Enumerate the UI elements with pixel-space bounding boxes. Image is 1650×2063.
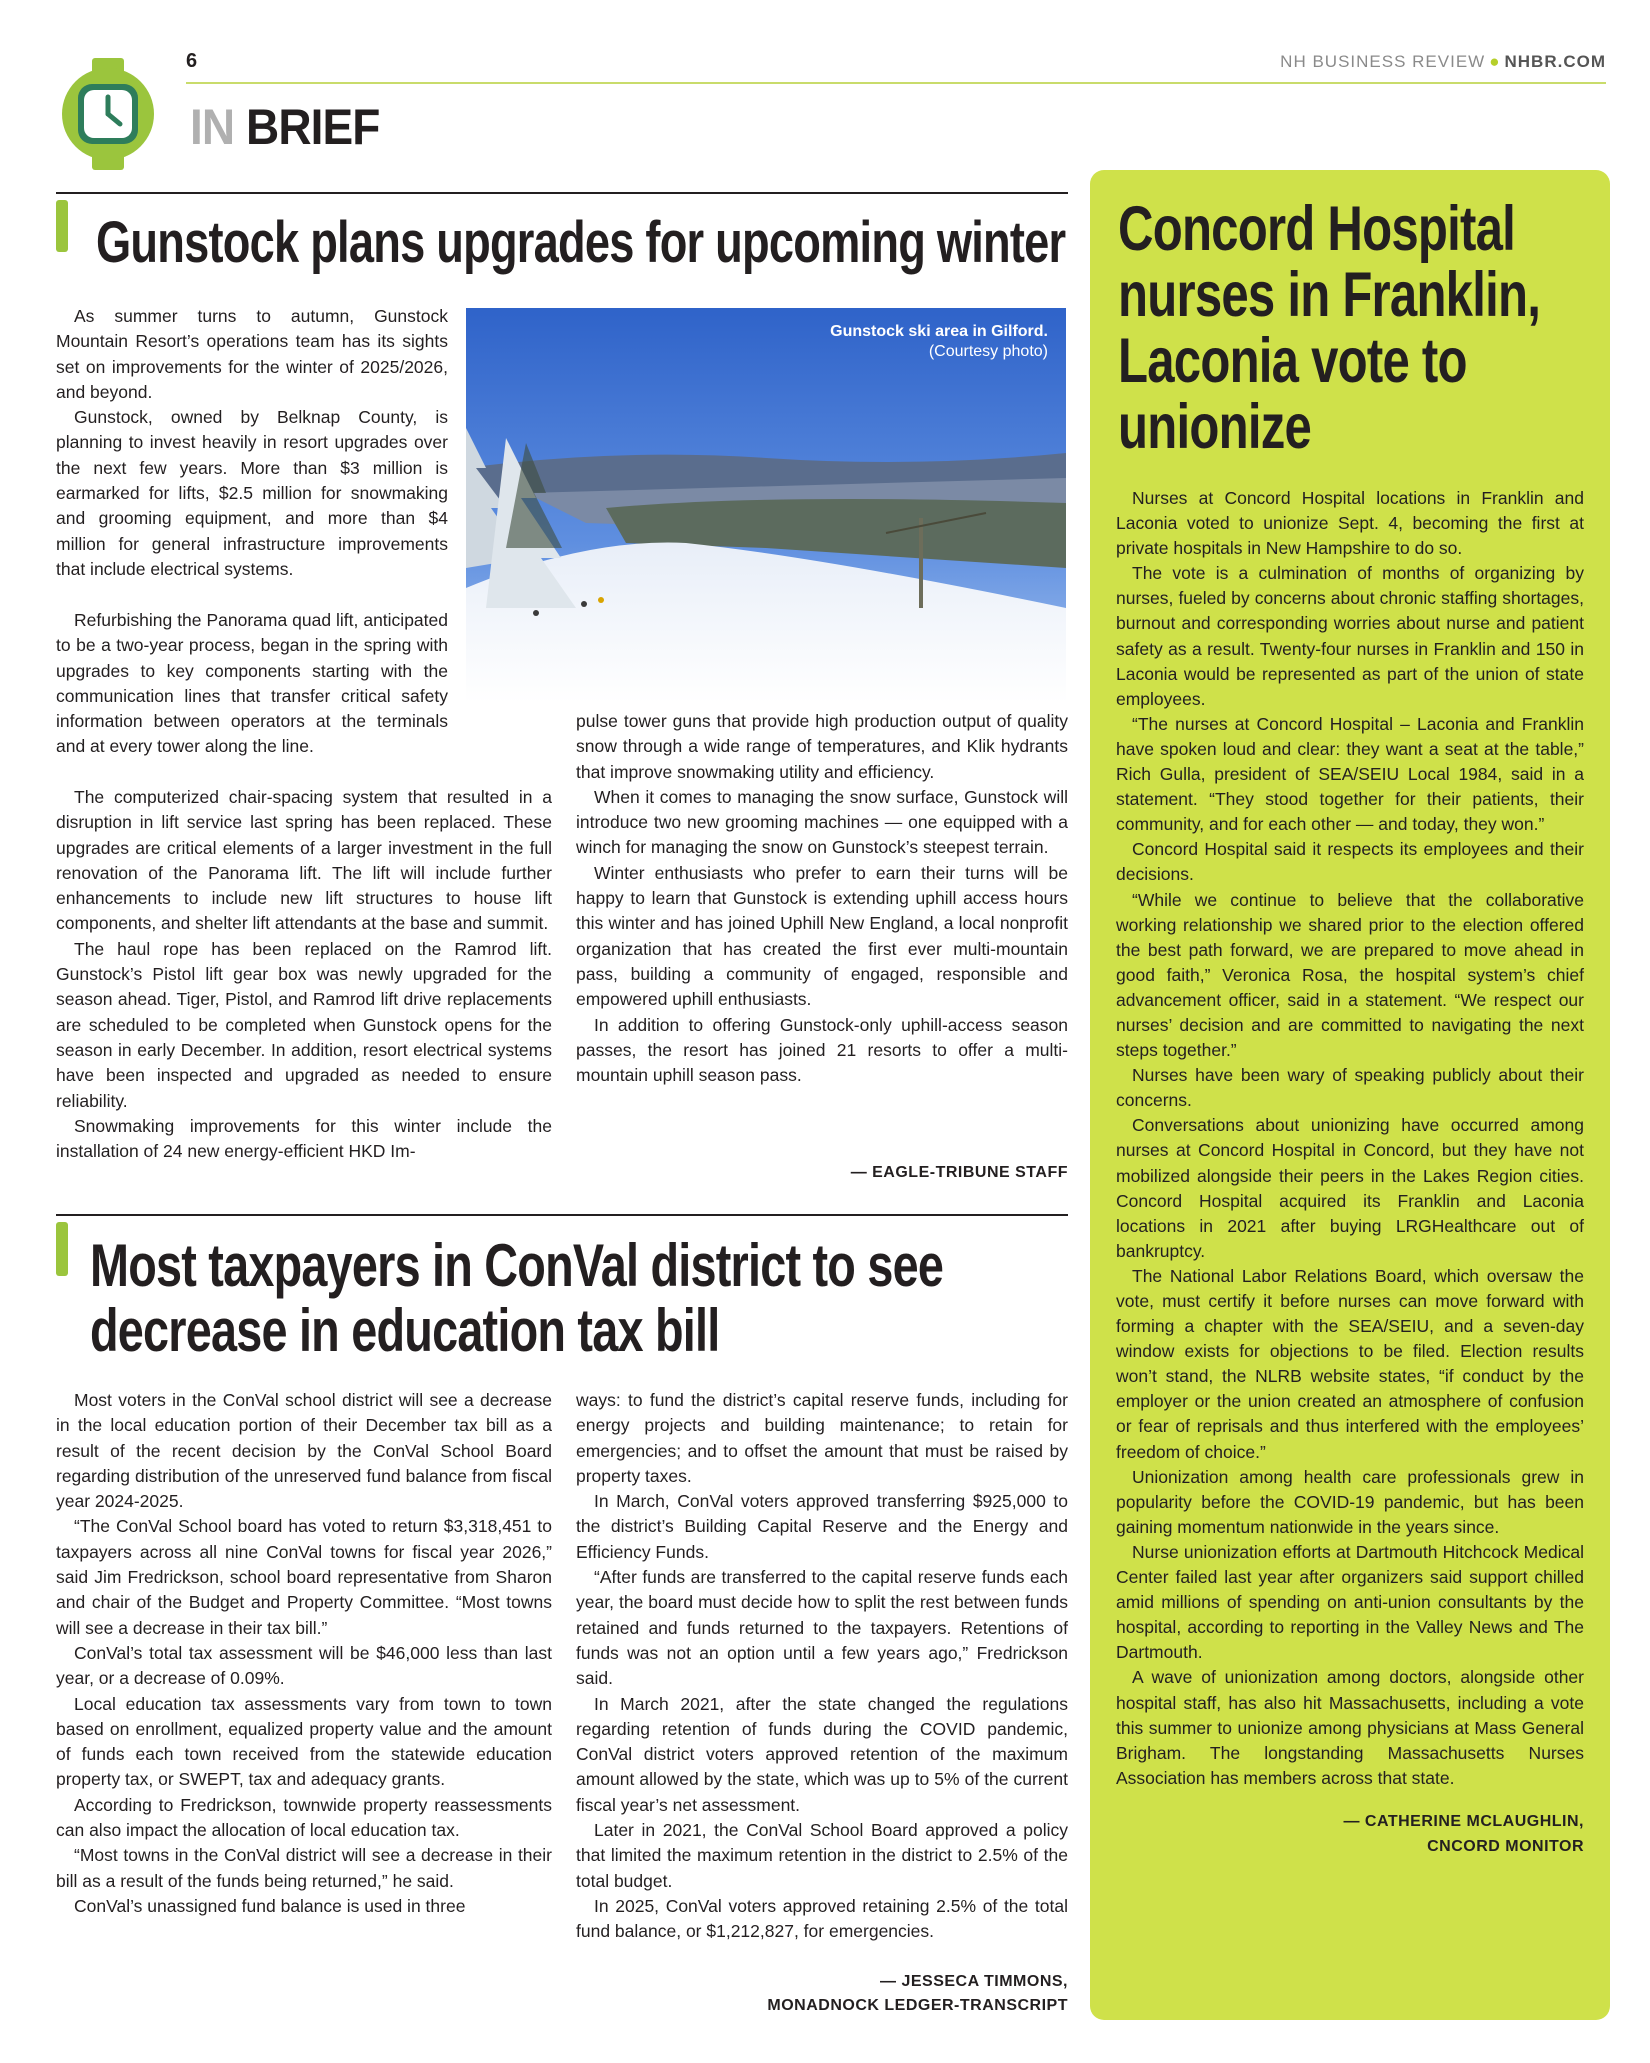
masthead (1280, 52, 1606, 72)
story1-column-2 (576, 709, 1068, 1088)
paragraph: Snowmaking improvements for this winter include the installation of 24 new energy-efficient HKD Im- (56, 1115, 552, 1162)
story2-column-1 (56, 1388, 552, 1919)
section-title-brief: BRIEF (246, 99, 380, 155)
sidebar-headline-line: Concord Hospital (1118, 194, 1516, 264)
paragraph: Refurbishing the Panorama quad lift, anticipated to be a two-year process, began in the spring with upgrades to key components starting with the communication lines that transfer critical safety information between operators at the terminals and at every tower along the line. (56, 610, 448, 757)
story1-column-1-bottom (56, 785, 552, 1164)
site-url[interactable]: NHBR.COM (1504, 52, 1606, 71)
paragraph: In March, ConVal voters approved transferring $925,000 to the district’s Building Capital Reserve and the Energy and Efficiency Funds. (576, 1491, 1068, 1562)
paragraph: When it comes to managing the snow surface, Gunstock will introduce two new grooming machines — one equipped with a winch for managing the snow on Gunstock’s steepest terrain. (576, 786, 1068, 858)
story1-column-1-mid (56, 608, 448, 760)
story-headline-line: Most taxpayers in ConVal district to see (90, 1232, 944, 1299)
paragraph: Nurses have been wary of speaking publicly about their concerns. (1116, 1065, 1584, 1111)
paragraph: ConVal’s total tax assessment will be $46,000 less than last year, or a decrease of 0.09%. (56, 1642, 552, 1689)
paragraph: In 2025, ConVal voters approved retaining 2.5% of the total fund balance, or $1,212,827, for emergencies. (576, 1895, 1068, 1942)
story-headline: Gunstock plans upgrades for upcoming winter (96, 210, 1066, 275)
byline-author: — JESSECA TIMMONS, (880, 1973, 1068, 1990)
story-headline (90, 1234, 943, 1364)
paragraph: ConVal’s unassigned fund balance is used in three (74, 1895, 466, 1916)
sidebar-headline-line: nurses in Franklin, (1118, 260, 1541, 330)
paragraph: In addition to offering Gunstock-only uphill-access season passes, the resort has joined 21 resorts to offer a multi-mountain uphill season pass. (576, 1014, 1068, 1086)
sidebar-headline-line: Laconia vote to (1118, 326, 1467, 396)
bullet-dot-icon: ● (1489, 52, 1501, 71)
photo-credit: (Courtesy photo) (928, 343, 1048, 360)
paragraph: The National Labor Relations Board, which oversaw the vote, must certify it before nurses can move forward with forming a chapter with the SEA/SEIU, and a seven-day window exists for objections to be filed. Election results won’t stand, the NLRB website states, “if conduct by the employer or the union created an atmosphere of confusion or fear of reprisals and thus interfered with the employees’ freedom of choice.” (1116, 1265, 1584, 1462)
sidebar-byline (1116, 1809, 1584, 1859)
sidebar-headline (1118, 196, 1540, 460)
paragraph: Local education tax assessments vary from town to town based on enrollment, equalized property value and the amount of funds each town received from the statewide education property tax, or SWEPT, tax and adequacy grants. (56, 1693, 552, 1790)
publication-name: NH BUSINESS REVIEW (1280, 52, 1486, 71)
paragraph: pulse tower guns that provide high production output of quality snow through a wide range of temperatures, and Klik hydrants that improve snowmaking utility and efficiency. (576, 711, 1068, 782)
headline-accent-bar (56, 200, 68, 252)
paragraph: “The ConVal School board has voted to return $3,318,451 to taxpayers across all nine ConVal towns for fiscal year 2026,” said Jim Fredrickson, school board representative from Sharon and chair of the Budget and Property Committee. “Most towns will see a decrease in their tax bill.” (56, 1516, 552, 1638)
paragraph: In March 2021, after the state changed the regulations regarding retention of funds during the COVID pandemic, ConVal district voters approved retention of the maximum amount allowed by the state, which was up to 5% of the current fiscal year’s net assessment. (576, 1693, 1068, 1815)
story-headline-line: decrease in education tax bill (90, 1296, 720, 1364)
paragraph: Unionization among health care professionals grew in popularity before the COVID-19 pandemic, but has been gaining momentum nationwide in the years since. (1116, 1466, 1584, 1537)
paragraph: Later in 2021, the ConVal School Board approved a policy that limited the maximum retention in the district to 2.5% of the total budget. (576, 1820, 1068, 1891)
sidebar-headline-line: unionize (1118, 392, 1312, 462)
section-title (190, 98, 379, 156)
paragraph: Gunstock, owned by Belknap County, is planning to invest heavily in resort upgrades over the next few years. More than $3 million is earmarked for lifts, $2.5 million for snowmaking and grooming equipment, and more than $4 million for general infrastructure improvements that include electrical systems. (56, 407, 448, 579)
paragraph: Conversations about unionizing have occurred among nurses at Concord Hospital in Concord, but they have not mobilized alongside their peers in the Lakes Region cities. Concord Hospital acquired its Franklin and Laconia locations in 2021 after buying LRGHealthcare out of bankruptcy. (1116, 1115, 1584, 1261)
paragraph: As summer turns to autumn, Gunstock Mountain Resort’s operations team has its sights set on improvements for the winter of 2025/2026, and beyond. (56, 306, 448, 402)
paragraph: The vote is a culmination of months of organizing by nurses, fueled by concerns about chronic staffing shortages, burnout and corresponding worries about nurse and patient safety as a result. Twenty-four nurses in Franklin and 150 in Laconia would be represented as part of the union of state employees. (1116, 563, 1584, 709)
photo-caption-title: Gunstock ski area in Gilford. (830, 323, 1048, 340)
watch-clock-icon (58, 58, 158, 170)
header-rule (186, 82, 1606, 84)
story2-column-2 (576, 1388, 1068, 1945)
paragraph: ways: to fund the district’s capital reserve funds, including for energy projects and building maintenance; to retain for emergencies; and to offset the amount that must be raised by property taxes. (576, 1390, 1068, 1486)
story1-byline: — EAGLE-TRIBUNE STAFF (850, 1164, 1068, 1181)
paragraph: “Most towns in the ConVal district will see a decrease in their bill as a result of the funds being returned,” he said. (56, 1845, 552, 1891)
story-rule (56, 192, 1068, 194)
page-number: 6 (186, 50, 198, 72)
paragraph: Concord Hospital said it respects its employees and their decisions. (1116, 839, 1584, 885)
story1-column-1-top (56, 304, 448, 582)
sidebar-body (1116, 486, 1584, 1859)
paragraph: Nurse unionization efforts at Dartmouth Hitchcock Medical Center failed last year after organizers said support chilled amid millions of spending on anti-union consultants by the hospital, according to reporting in the Valley News and The Dartmouth. (1116, 1541, 1584, 1663)
paragraph: Winter enthusiasts who prefer to earn their turns will be happy to learn that Gunstock is extending uphill access hours this winter and has joined Uphill New England, a local nonprofit organization that has created the first ever multi-mountain pass, building a community of engaged, responsible and empowered uphill enthusiasts. (576, 862, 1068, 1010)
paragraph: A wave of unionization among doctors, alongside other hospital staff, has also hit Massachusetts, including a vote this summer to unionize among physicians at Mass General Brigham. The longstanding Massachusetts Nurses Association has members across that state. (1116, 1667, 1584, 1788)
story2-byline (576, 1970, 1068, 2018)
paragraph: According to Fredrickson, townwide property reassessments can also impact the allocation of local education tax. (56, 1794, 552, 1841)
ski-slope-image (466, 308, 1066, 701)
paragraph: “The nurses at Concord Hospital – Laconia and Franklin have spoken loud and clear: they want a seat at the table,” Rich Gulla, president of SEA/SEIU Local 1984, said in a statement. “They stood together for their patients, their community, and for each other — and today, they won.” (1116, 713, 1584, 835)
ski-area-photo (466, 308, 1066, 701)
paragraph: The haul rope has been replaced on the Ramrod lift. Gunstock’s Pistol lift gear box was newly upgraded for the season ahead. Tiger, Pistol, and Ramrod lift drive replacements are scheduled to be completed when Gunstock opens for the season in early December. In addition, resort electrical systems have been inspected and upgraded as needed to ensure reliability. (56, 938, 552, 1111)
paragraph: Most voters in the ConVal school district will see a decrease in the local education portion of their December tax bill as a result of the recent decision by the ConVal School Board regarding distribution of the unreserved fund balance from fiscal year 2024-2025. (56, 1390, 552, 1512)
paragraph: “After funds are transferred to the capital reserve funds each year, the board must decide how to split the rest between funds retained and funds returned to the taxpayers. Retentions of funds was not an option until a few years ago,” Fredrickson said. (576, 1567, 1068, 1689)
story-rule (56, 1214, 1068, 1216)
paragraph: “While we continue to believe that the collaborative working relationship we shared prior to the election offered the best path forward, we are prepared to move ahead in good faith,” Veronica Rosa, the hospital system’s chief advancement officer, said in a statement. “We respect our nurses’ decision and are committed to navigating the next steps together.” (1116, 889, 1584, 1061)
section-title-in: IN (190, 99, 235, 155)
byline-publication: CNCORD MONITOR (1427, 1837, 1584, 1855)
photo-caption (830, 322, 1048, 362)
paragraph: Nurses at Concord Hospital locations in Franklin and Laconia voted to unionize Sept. 4, becoming the first at private hospitals in New Hampshire to do so. (1116, 488, 1584, 559)
paragraph: The computerized chair-spacing system that resulted in a disruption in lift service last spring has been replaced. These upgrades are critical elements of a larger investment in the full renovation of the Panorama lift. The lift will include further enhancements to include new lift structures to house lift components, and shelter lift attendants at the base and summit. (56, 787, 552, 934)
headline-accent-bar (56, 1222, 68, 1276)
byline-author: — CATHERINE MCLAUGHLIN, (1343, 1812, 1584, 1830)
byline-publication: MONADNOCK LEDGER-TRANSCRIPT (767, 1997, 1068, 2014)
